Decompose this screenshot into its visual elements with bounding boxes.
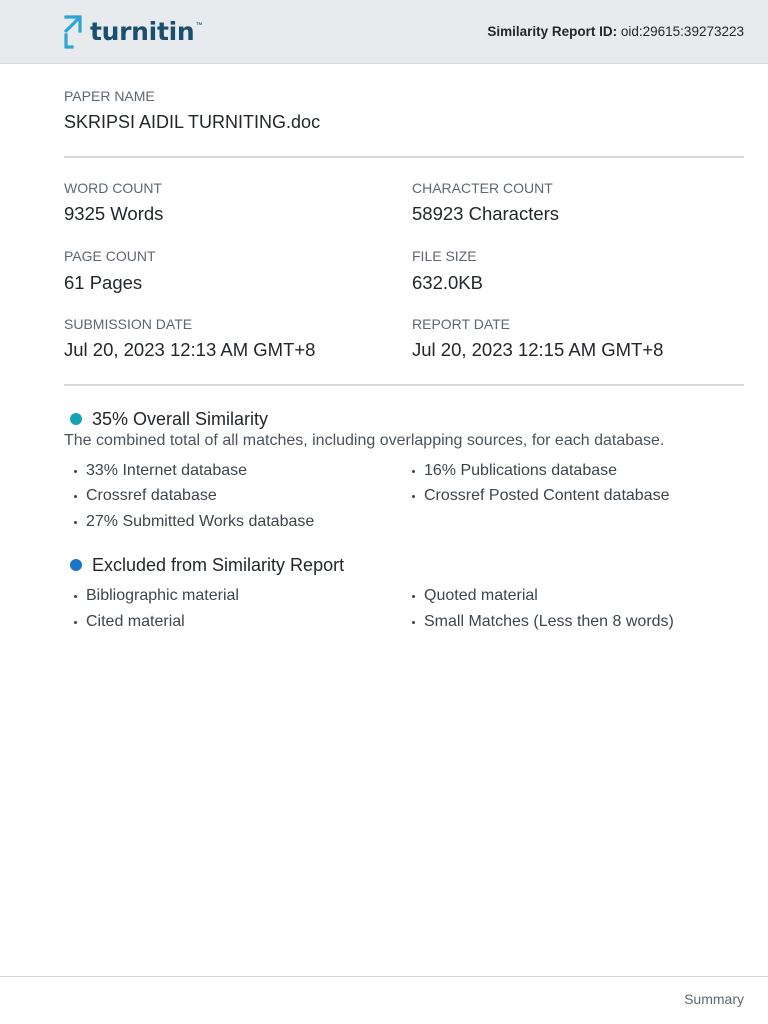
similarity-item-crossref-posted: Crossref Posted Content database: [424, 487, 670, 504]
file-size-label: FILE SIZE: [412, 248, 477, 264]
excluded-item-bibliographic: Bibliographic material: [86, 587, 239, 604]
bullet-icon: [74, 595, 77, 598]
footer-divider: [0, 976, 768, 977]
bullet-icon: [412, 621, 415, 624]
word-count-value: 9325 Words: [64, 203, 164, 224]
turnitin-logo: [63, 14, 202, 50]
page-count-label: PAGE COUNT: [64, 248, 156, 264]
list-item: [74, 486, 217, 506]
report-id-label: Similarity Report ID:: [487, 24, 618, 39]
bullet-icon: [74, 495, 77, 498]
bullet-icon: [74, 470, 77, 473]
excluded-heading: [70, 554, 344, 576]
report-id-value: oid:29615:39273223: [620, 24, 744, 39]
list-item: [74, 612, 185, 632]
list-item: [412, 586, 538, 606]
page-count-value: 61 Pages: [64, 272, 143, 293]
logo-trademark: ™: [195, 22, 203, 29]
excluded-dot-icon: [70, 559, 82, 571]
similarity-item-publications: 16% Publications database: [424, 462, 618, 479]
overall-similarity-title: 35% Overall Similarity: [92, 409, 269, 429]
similarity-item-submitted-works: 27% Submitted Works database: [86, 513, 315, 530]
bullet-icon: [412, 595, 415, 598]
bullet-icon: [412, 495, 415, 498]
list-item: [412, 612, 674, 632]
bullet-icon: [74, 521, 77, 524]
excluded-title: Excluded from Similarity Report: [92, 555, 345, 575]
similarity-dot-icon: [70, 413, 82, 425]
file-size-value: 632.0KB: [412, 272, 483, 293]
submission-date-value: Jul 20, 2023 12:13 AM GMT+8: [64, 339, 316, 360]
character-count-label: CHARACTER COUNT: [412, 180, 553, 196]
divider-top: [64, 156, 744, 158]
list-item: [412, 461, 617, 481]
submission-date-label: SUBMISSION DATE: [64, 316, 193, 332]
similarity-item-internet: 33% Internet database: [86, 462, 248, 479]
list-item: [74, 461, 247, 481]
similarity-description: The combined total of all matches, including overlapping sources, for each database.: [64, 432, 665, 449]
bullet-icon: [74, 621, 77, 624]
similarity-report-id: [487, 24, 744, 40]
overall-similarity-heading: [70, 408, 268, 430]
word-count-label: WORD COUNT: [64, 180, 162, 196]
character-count-value: 58923 Characters: [412, 203, 560, 224]
list-item: [74, 512, 314, 532]
report-date-value: Jul 20, 2023 12:15 AM GMT+8: [412, 339, 664, 360]
turnitin-logo-icon: [63, 14, 87, 50]
divider-middle: [64, 384, 744, 386]
paper-name-label: PAPER NAME: [64, 88, 155, 104]
paper-name-value: SKRIPSI AIDIL TURNITING.doc: [64, 112, 321, 132]
bullet-icon: [412, 470, 415, 473]
list-item: [74, 586, 239, 606]
report-header: [0, 0, 768, 64]
report-date-label: REPORT DATE: [412, 316, 511, 332]
similarity-item-crossref: Crossref database: [86, 487, 217, 504]
excluded-item-quoted: Quoted material: [424, 587, 538, 604]
list-item: [412, 486, 669, 506]
footer-summary-label: Summary: [684, 991, 744, 1007]
excluded-item-small-matches: Small Matches (Less then 8 words): [424, 613, 674, 630]
excluded-item-cited: Cited material: [86, 613, 185, 630]
logo-wordmark: turnitin: [90, 17, 195, 46]
